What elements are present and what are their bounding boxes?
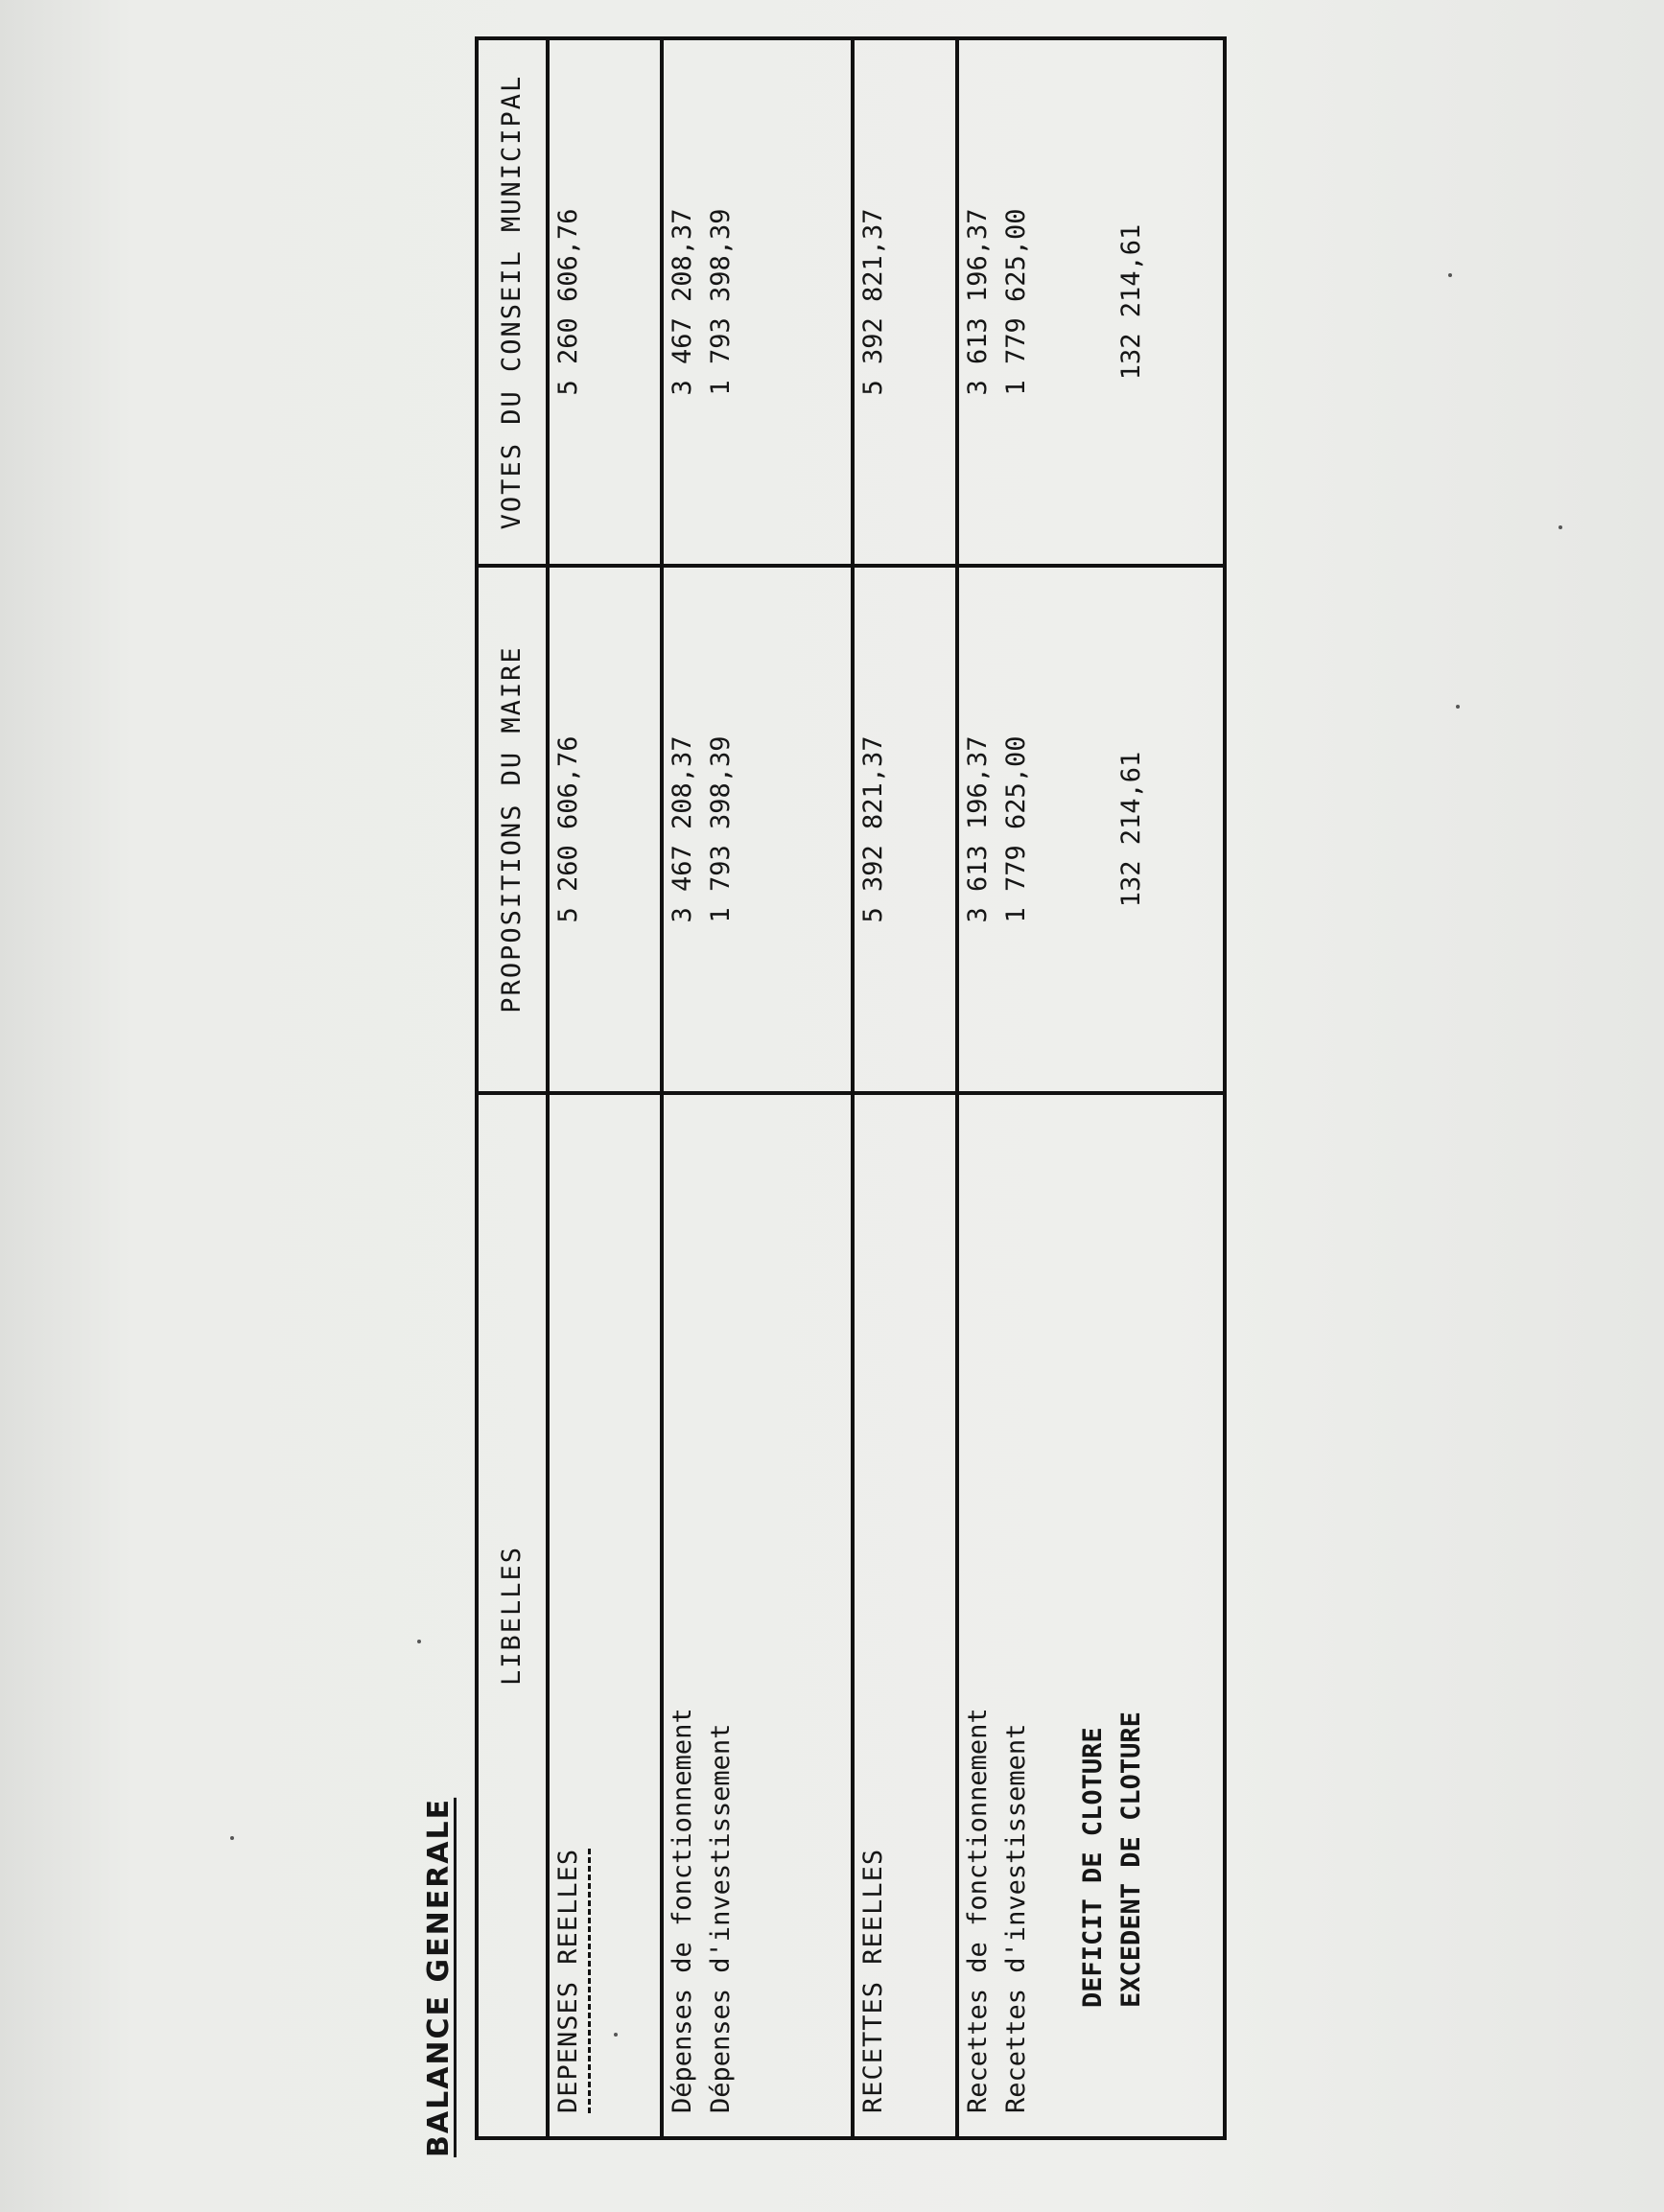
row-label: RECETTES REELLES	[858, 1848, 888, 2113]
row-line-propositions: 1 793 398,39	[706, 735, 736, 923]
row-label: DEPENSES REELLES	[550, 1849, 591, 2113]
deficit-votes	[1074, 63, 1113, 541]
header-libelles: LIBELLES	[477, 1093, 548, 2138]
scan-speck	[1559, 525, 1562, 529]
row-propositions-value: 5 260 606,76	[553, 735, 583, 923]
balance-table	[475, 36, 1227, 2140]
table-header-row	[477, 38, 548, 2138]
table-row	[853, 38, 957, 2138]
scan-speck	[230, 1836, 234, 1840]
row-votes-value: 5 392 821,37	[858, 208, 888, 396]
document-title: BALANCE GENERALE	[422, 1797, 456, 2157]
row-line-propositions: 3 467 208,37	[668, 735, 697, 923]
table-row	[957, 38, 1225, 2138]
scan-speck	[1456, 705, 1460, 709]
row-line-label: Recettes de fonctionnement	[963, 1708, 993, 2113]
scan-speck	[1448, 273, 1452, 277]
excedent-propositions: 132 214,61	[1116, 751, 1146, 908]
row-votes-value: 5 260 606,76	[553, 208, 583, 396]
row-line-votes: 1 779 625,00	[1001, 208, 1031, 396]
deficit-label: DEFICIT DE CLOTURE	[1078, 1727, 1108, 2008]
scan-speck	[614, 2033, 618, 2037]
header-votes: VOTES DU CONSEIL MUNICIPAL	[477, 38, 548, 566]
row-line-label: Dépenses d'investissement	[706, 1723, 736, 2113]
row-line-propositions: 1 779 625,00	[1001, 735, 1031, 923]
excedent-label: EXCEDENT DE CLOTURE	[1116, 1711, 1146, 2008]
table-row	[548, 38, 662, 2138]
excedent-votes: 132 214,61	[1116, 223, 1146, 381]
row-line-votes: 3 613 196,37	[963, 208, 993, 396]
row-line-propositions: 3 613 196,37	[963, 735, 993, 923]
table-row	[662, 38, 853, 2138]
deficit-propositions	[1074, 591, 1113, 1068]
scan-speck	[417, 1640, 421, 1643]
header-propositions: PROPOSITIONS DU MAIRE	[477, 566, 548, 1093]
rotated-document	[422, 29, 1256, 2157]
row-propositions-value: 5 392 821,37	[858, 735, 888, 923]
row-line-votes: 1 793 398,39	[706, 208, 736, 396]
row-line-label: Dépenses de fonctionnement	[668, 1708, 697, 2113]
row-line-label: Recettes d'investissement	[1001, 1723, 1031, 2113]
row-line-votes: 3 467 208,37	[668, 208, 697, 396]
